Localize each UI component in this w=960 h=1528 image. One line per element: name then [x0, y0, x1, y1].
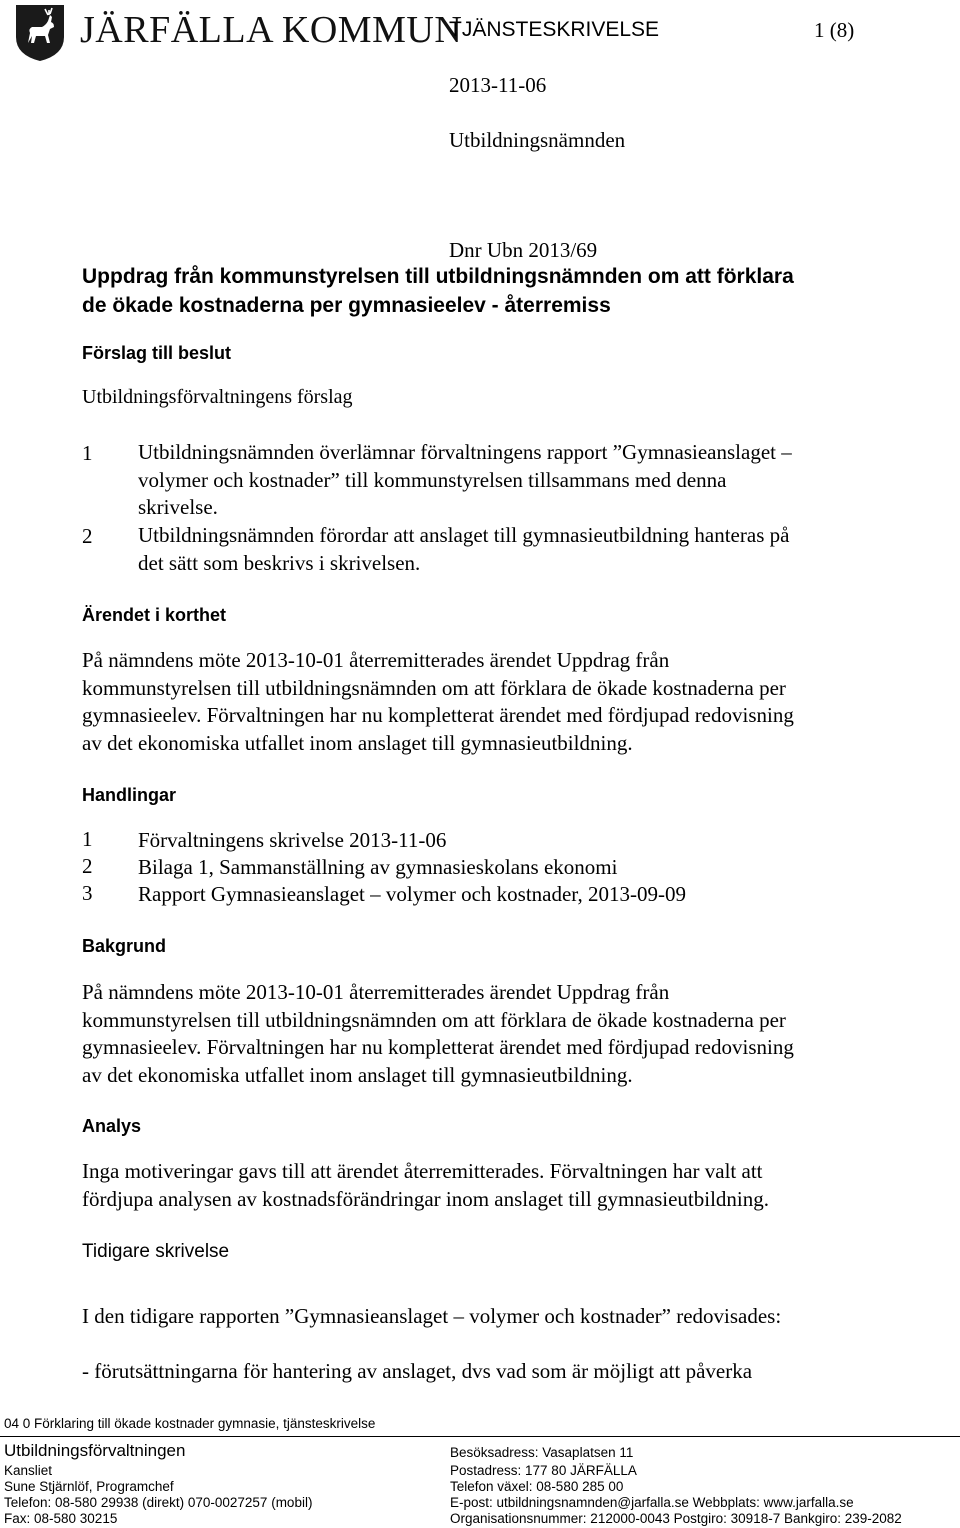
- proposal-item-2-line: det sätt som beskrivs i skrivelsen.: [138, 550, 421, 575]
- background-heading: Bakgrund: [82, 936, 167, 956]
- footer-fax: Fax: 08-580 30215: [4, 1511, 118, 1526]
- proposal-item-1-line: Utbildningsnämnden överlämnar förvaltningens rapport ”Gymnasieanslaget –: [138, 440, 792, 464]
- proposal-item-1-line: skrivelse.: [138, 495, 218, 519]
- background-text: [82, 979, 794, 1089]
- proposal-heading: Förslag till beslut: [82, 343, 232, 363]
- footer-visit-address: Besöksadress: Vasaplatsen 11: [450, 1445, 634, 1460]
- analysis-heading: Analys: [82, 1116, 142, 1136]
- footer-postal-address: Postadress: 177 80 JÄRFÄLLA: [450, 1463, 637, 1478]
- document-item-2: Bilaga 1, Sammanställning av gymnasieskolans ekonomi: [138, 855, 618, 879]
- document-item-2-number: 2: [82, 854, 93, 878]
- proposal-item-1: [138, 439, 792, 522]
- proposal-subheading: Utbildningsförvaltningens förslag: [82, 386, 353, 408]
- proposal-item-2-line: Utbildningsnämnden förordar att anslaget till gymnasieutbildning hanteras på: [138, 523, 790, 547]
- footer-department: Kansliet: [4, 1463, 53, 1478]
- brand-name: JÄRFÄLLA KOMMUN: [80, 9, 463, 51]
- document-title: [82, 262, 794, 320]
- previous-report-bullet: - förutsättningarna för hantering av anslaget, dvs vad som är möjligt att påverka: [82, 1359, 753, 1383]
- document-item-3-number: 3: [82, 881, 93, 905]
- title-line-1: Uppdrag från kommunstyrelsen till utbildningsnämnden om att förklara: [82, 265, 794, 288]
- summary-line: gymnasieelev. Förvaltningen har nu kompletterat ärendet med fördjupad redovisning: [82, 703, 794, 727]
- footer-phone: Telefon: 08-580 29938 (direkt) 070-0027257 (mobil): [4, 1495, 313, 1510]
- case-number: Dnr Ubn 2013/69: [449, 238, 598, 262]
- title-line-2: de ökade kostnaderna per gymnasieelev - återremiss: [82, 294, 611, 317]
- footer-organization: Utbildningsförvaltningen: [4, 1441, 186, 1460]
- proposal-item-2-number: 2: [82, 524, 93, 548]
- analysis-text: [82, 1158, 769, 1213]
- summary-text: [82, 647, 794, 757]
- page-number: 1 (8): [814, 18, 855, 42]
- footer-org-numbers: Organisationsnummer: 212000-0043 Postgiro: 30918-7 Bankgiro: 239-2082: [450, 1511, 902, 1526]
- summary-line: av det ekonomiska utfallet inom anslaget till gymnasieutbildning.: [82, 730, 633, 755]
- footer-contact: Sune Stjärnlöf, Programchef: [4, 1479, 174, 1494]
- municipality-logo: [14, 3, 66, 63]
- proposal-item-2: [138, 522, 789, 577]
- footer-divider: [0, 1436, 960, 1437]
- proposal-item-1-number: 1: [82, 441, 93, 465]
- analysis-line: Inga motiveringar gavs till att ärendet återremitterades. Förvaltningen har valt att: [82, 1159, 763, 1183]
- summary-line: kommunstyrelsen till utbildningsnämnden om att förklara de ökade kostnaderna per: [82, 675, 786, 700]
- footer-switchboard: Telefon växel: 08-580 285 00: [450, 1479, 624, 1494]
- summary-line: På nämndens möte 2013-10-01 återremitterades ärendet Uppdrag från: [82, 648, 670, 672]
- footer-file-reference: 04 0 Förklaring till ökade kostnader gymnasie, tjänsteskrivelse: [4, 1416, 376, 1431]
- background-line: gymnasieelev. Förvaltningen har nu kompletterat ärendet med fördjupad redovisning: [82, 1035, 794, 1059]
- documents-heading: Handlingar: [82, 785, 177, 805]
- coat-of-arms-icon: [14, 3, 66, 63]
- previous-report-intro: I den tidigare rapporten ”Gymnasieanslaget – volymer och kostnader” redovisades:: [82, 1304, 782, 1328]
- document-type: TJÄNSTESKRIVELSE: [449, 18, 660, 41]
- summary-heading: Ärendet i korthet: [82, 605, 227, 625]
- recipient: Utbildningsnämnden: [449, 128, 626, 152]
- background-line: På nämndens möte 2013-10-01 återremitterades ärendet Uppdrag från: [82, 980, 670, 1004]
- previous-report-heading: Tidigare skrivelse: [82, 1241, 230, 1262]
- footer-email-web: E-post: utbildningsnamnden@jarfalla.se Webbplats: www.jarfalla.se: [450, 1495, 854, 1510]
- analysis-line: fördjupa analysen av kostnadsförändringar inom anslaget till gymnasieutbildning.: [82, 1186, 770, 1211]
- proposal-item-1-line: volymer och kostnader” till kommunstyrelsen tillsammans med denna: [138, 467, 727, 492]
- background-line: kommunstyrelsen till utbildningsnämnden om att förklara de ökade kostnaderna per: [82, 1007, 786, 1032]
- document-date: 2013-11-06: [449, 73, 547, 97]
- background-line: av det ekonomiska utfallet inom anslaget till gymnasieutbildning.: [82, 1062, 633, 1087]
- document-item-3: Rapport Gymnasieanslaget – volymer och kostnader, 2013-09-09: [138, 882, 686, 906]
- document-item-1-number: 1: [82, 827, 93, 851]
- document-item-1: Förvaltningens skrivelse 2013-11-06: [138, 828, 447, 852]
